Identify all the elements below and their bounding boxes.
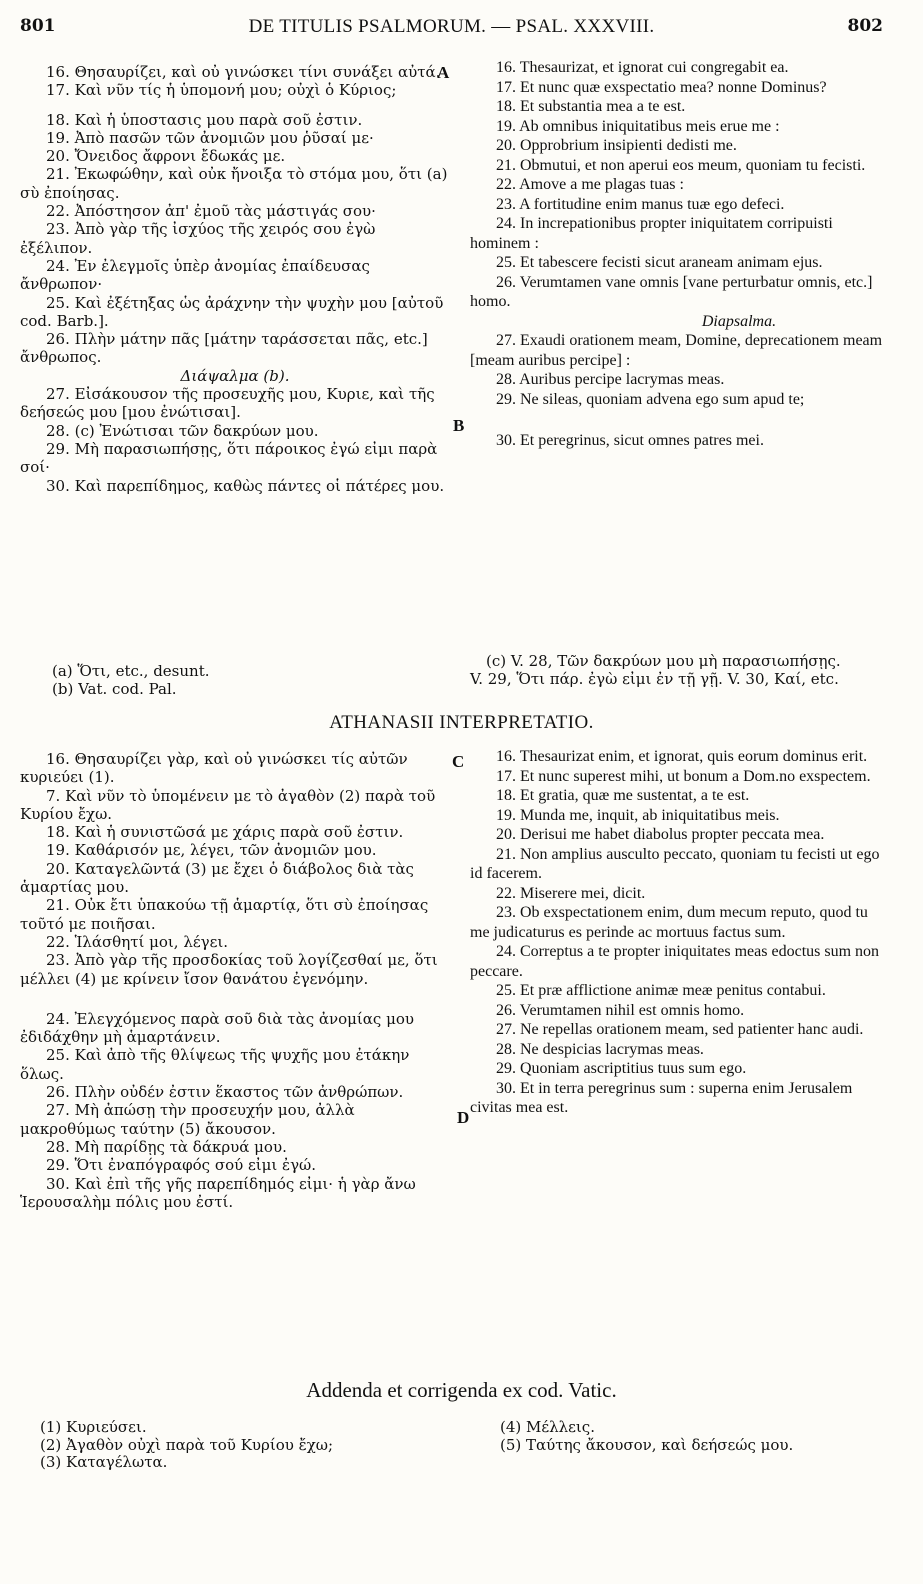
verse: 30. Καὶ παρεπίδημος, καθὼς πάντες οἱ πάτέρες μου.: [46, 476, 445, 495]
verse: 18. Καὶ ἡ συνιστῶσά με χάρις παρὰ σοῦ ἐστιν.: [46, 823, 404, 842]
addenda-item: (3) Καταγέλωτα.: [40, 1453, 168, 1472]
verse: 22. Miserere mei, dicit.: [496, 884, 646, 902]
verse: 17. Et nunc quæ exspectatio mea? nonne Dominus?: [496, 78, 827, 96]
latin-column-psalm-text: [470, 58, 888, 451]
addenda-item: (4) Μέλλεις.: [500, 1418, 595, 1436]
verse: 24. Ἐν ἐλεγμοῖς ὑπὲρ ἀνομίας ἐπαίδευσας ἄνθρωπον·: [20, 256, 370, 294]
addenda-item: (1) Κυριεύσει.: [40, 1418, 147, 1436]
verse: 26. Πλὴν οὐδέν ἐστιν ἕκαστος τῶν ἀνθρώπων.: [46, 1083, 404, 1102]
verse: 21. Non amplius ausculto peccato, quoniam tu fecisti ut ego id facerem.: [470, 845, 880, 883]
verse: 20. Καταγελῶντά (3) με ἔχει ὁ διάβολος διὰ τὰς ἁμαρτίας μου.: [20, 859, 414, 897]
verse: 29. Ne sileas, quoniam advena ego sum apud te;: [496, 390, 805, 408]
verse: 26. Verumtamen vane omnis [vane perturbatur omnis, etc.] homo.: [470, 273, 873, 311]
verse: 23. Ob exspectationem enim, dum mecum reputo, quod tu me judicaturus es perinde ac mortuus factus sum.: [470, 904, 868, 941]
verse: 30. Et in terra peregrinus sum : superna enim Jerusalem civitas mea est.: [470, 1079, 853, 1117]
verse: 21. Obmutui, et non aperui eos meum, quoniam tu fecisti.: [496, 156, 866, 174]
verse: 7. Καὶ νῦν τὸ ὑπομένειν με τὸ ἀγαθὸν (2) παρὰ τοῦ Κυρίου ἔχω.: [20, 786, 436, 823]
verse: 25. Et tabescere fecisti sicut araneam animam ejus.: [496, 254, 823, 272]
footnote: (c) V. 28, Τῶν δακρύων μου μὴ παρασιωπήσῃς.: [486, 652, 841, 670]
running-title: DE TITULIS PSALMORUM. — PSAL. XXXVIII.: [248, 16, 655, 37]
verse: 18. Et gratia, quæ me sustentat, a te est.: [496, 787, 750, 805]
verse: 30. Et peregrinus, sicut omnes patres mei.: [496, 432, 764, 450]
verse: 16. Thesaurizat enim, et ignorat, quis eorum dominus erit.: [496, 748, 868, 765]
verse: 27. Exaudi orationem meam, Domine, deprecationem meam [meam auribus percipe] :: [470, 332, 883, 369]
verse: 17. Καὶ νῦν τίς ἡ ὑπομονή μου; οὐχὶ ὁ Κύριος;: [46, 81, 397, 100]
verse: 18. Et substantia mea a te est.: [496, 98, 686, 116]
verse: 29. Quoniam ascriptitius tuus sum ego.: [496, 1060, 747, 1078]
verse: 29. Ὅτι ἐναπόγραφός σού εἰμι ἐγώ.: [46, 1156, 317, 1175]
page-number-right: 802: [847, 16, 883, 36]
verse: 18. Καὶ ἡ ὑποστασις μου παρὰ σοῦ ἐστιν.: [46, 110, 363, 129]
margin-marker: C: [452, 752, 465, 771]
verse: 26. Πλὴν μάτην πᾶς [μάτην ταράσσεται πᾶς, etc.] ἄνθρωπος.: [20, 330, 428, 367]
diapsalma-heading: Diapsalma.: [701, 312, 777, 330]
verse: 24. Ἐλεγχόμενος παρὰ σοῦ διὰ τὰς ἀνομίας μου ἐδιδάχθην μὴ ἁμαρτάνειν.: [20, 1009, 414, 1047]
footnotes-left: [52, 662, 432, 698]
page-number-left: 801: [20, 16, 56, 36]
verse: 16. Θησαυρίζει, καὶ οὐ γινώσκει τίνι συνάξει αὐτά.: [46, 63, 441, 81]
verse: 17. Et nunc superest mihi, ut bonum a Dom.no exspectem.: [496, 767, 871, 785]
verse: 16. Thesaurizat, et ignorat cui congregabit ea.: [496, 59, 789, 76]
verse: 25. Et præ afflictione animæ meæ penitus contabui.: [496, 982, 826, 1000]
margin-marker: D: [457, 1108, 470, 1127]
greek-column-psalm-text: [20, 63, 450, 495]
verse: 19. Ab omnibus iniquitatibus meis erue me :: [496, 117, 780, 135]
verse: 28. Auribus percipe lacrymas meas.: [496, 371, 725, 389]
verse: 19. Ἀπὸ πασῶν τῶν ἀνομιῶν μου ῥῦσαί με·: [46, 128, 374, 147]
section-heading: ATHANASII INTERPRETATIO.: [329, 712, 594, 733]
latin-column-interpretation: [470, 747, 888, 1118]
verse: 20. Ὄνειδος ἄφρονι ἔδωκάς με.: [46, 147, 286, 166]
verse: 25. Καὶ ἐξέτηξας ὡς ἀράχνην τὴν ψυχὴν μου [αὐτοῦ cod. Barb.].: [20, 293, 444, 330]
verse: 20. Derisui me habet diabolus propter peccata mea.: [496, 826, 825, 844]
addenda-item: (5) Ταύτης ἄκουσον, καὶ δεήσεώς μου.: [500, 1435, 794, 1454]
addenda-heading: Addenda et corrigenda ex cod. Vatic.: [306, 1378, 617, 1402]
margin-marker: A: [437, 63, 450, 82]
verse: 23. A fortitudine enim manus tuæ ego defeci.: [496, 195, 785, 213]
verse: 21. Οὐκ ἔτι ὑπακούω τῇ ἁμαρτίᾳ, ὅτι σὺ ἐποίησας τοῦτό με ποιῆσαι.: [20, 896, 429, 933]
addenda-list-left: [40, 1419, 480, 1472]
verse: 29. Μὴ παρασιωπήσῃς, ὅτι πάροικος ἐγώ εἰμι παρὰ σοί·: [20, 439, 438, 477]
verse: 27. Εἰσάκουσον τῆς προσευχῆς μου, Κυριε, καὶ τῆς δεήσεώς μου [μου ἐνώτισαι].: [20, 385, 435, 422]
verse: 28. Μὴ παρίδῃς τὰ δάκρυά μου.: [46, 1137, 287, 1156]
addenda-item: (2) Ἀγαθὸν οὐχὶ παρὰ τοῦ Κυρίου ἔχω;: [40, 1435, 334, 1454]
verse: 24. Correptus a te propter iniquitates meas edoctus sum non peccare.: [470, 943, 880, 980]
verse: 19. Καθάρισόν με, λέγει, τῶν ἀνομιῶν μου.: [46, 841, 377, 860]
greek-column-interpretation: [20, 750, 450, 1211]
verse: 19. Munda me, inquit, ab iniquitatibus meis.: [496, 806, 780, 824]
verse: 24. In increpationibus propter iniquitatem corripuisti hominem :: [470, 215, 833, 252]
margin-marker: B: [453, 416, 465, 435]
addenda-list-right: [500, 1419, 900, 1454]
verse: 16. Θησαυρίζει γὰρ, καὶ οὐ γινώσκει τίς αὐτῶν κυριεύει (1).: [20, 750, 408, 787]
verse: 20. Opprobrium insipienti dedisti me.: [496, 137, 737, 155]
diapsalma-heading: Διάψαλμα (b).: [180, 366, 290, 385]
verse: 28. (c) Ἐνώτισαι τῶν δακρύων μου.: [46, 421, 319, 440]
footnotes-right: [470, 652, 900, 688]
verse: 22. Amove a me plagas tuas :: [496, 176, 684, 194]
verse: 23. Ἀπὸ γὰρ τῆς προσδοκίας τοῦ λογίζεσθαί με, ὅτι μέλλει (4) με κρίνειν ἴσον θανάτου ἐγενόμην.: [20, 951, 438, 988]
verse: 22. Ἀπόστησον ἀπ' ἐμοῦ τὰς μάστιγάς σου·: [46, 202, 376, 221]
footnote: V. 29, Ὅτι πάρ. ἐγὼ εἰμι ἐν τῇ γῇ. V. 30, Καί, etc.: [470, 670, 839, 688]
footnote: (a) Ὅτι, etc., desunt.: [52, 662, 210, 680]
footnote: (b) Vat. cod. Pal.: [52, 680, 177, 698]
verse: 27. Μὴ ἀπώσῃ τὴν προσευχήν μου, ἀλλὰ μακροθύμως ταύτην (5) ἄκουσον.: [20, 1101, 355, 1138]
running-header: [20, 16, 883, 46]
verse: 30. Καὶ ἐπὶ τῆς γῆς παρεπίδημός εἰμι· ἡ γὰρ ἄνω Ἱερουσαλὴμ πόλις μου ἐστί.: [20, 1174, 416, 1211]
verse: 26. Verumtamen nihil est omnis homo.: [496, 1001, 745, 1019]
verse: 25. Καὶ ἀπὸ τῆς θλίψεως τῆς ψυχῆς μου ἐτάκην ὅλως.: [20, 1046, 410, 1083]
verse: 27. Ne repellas orationem meam, sed patienter hanc audi.: [496, 1021, 864, 1039]
verse: 21. Ἐκωφώθην, καὶ οὐκ ἤνοιξα τὸ στόμα μου, ὅτι (a) σὺ ἐποίησας.: [20, 165, 448, 202]
verse: 28. Ne despicias lacrymas meas.: [496, 1040, 704, 1058]
verse: 23. Ἀπὸ γὰρ τῆς ἰσχύος τῆς χειρός σου ἐγὼ ἐξέλιπον.: [20, 220, 376, 257]
verse: 22. Ἱλάσθητί μοι, λέγει.: [46, 932, 229, 951]
